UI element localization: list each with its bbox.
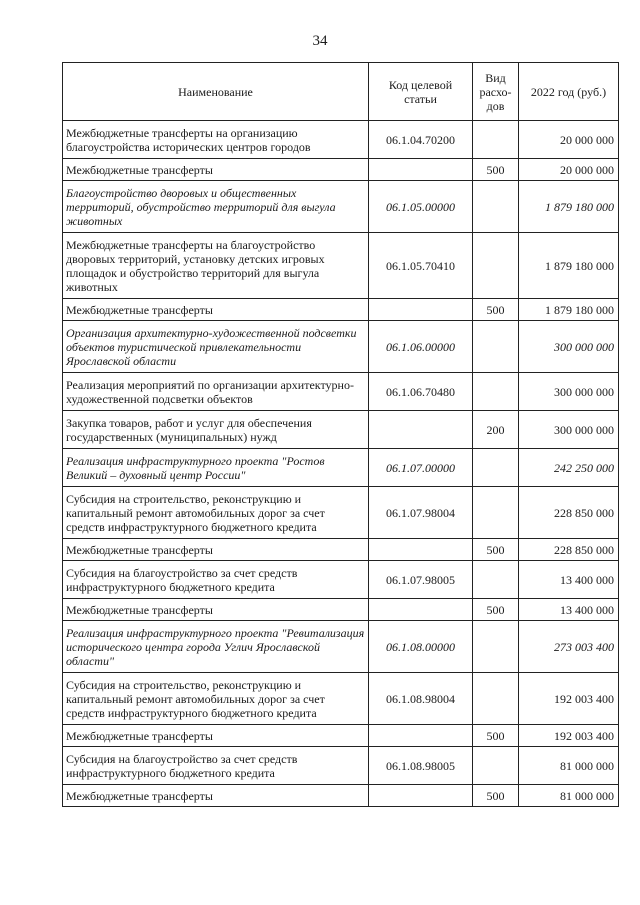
- row-amount: 1 879 180 000: [519, 233, 619, 299]
- row-code: [369, 785, 473, 807]
- table-row: [63, 121, 619, 159]
- row-name: Субсидия на строительство, реконструкцию и капитальный ремонт автомобильных дорог за счет средств инфраструктурного бюджетного кредита: [63, 487, 369, 539]
- row-expense-type: [473, 181, 519, 233]
- table-row: [63, 373, 619, 411]
- row-expense-type: 500: [473, 539, 519, 561]
- row-expense-type: 500: [473, 785, 519, 807]
- row-amount: 13 400 000: [519, 561, 619, 599]
- row-code: [369, 159, 473, 181]
- row-code: 06.1.05.00000: [369, 181, 473, 233]
- page-number: 34: [312, 33, 328, 49]
- row-expense-type: [473, 121, 519, 159]
- row-expense-type: [473, 747, 519, 785]
- table-row: [63, 233, 619, 299]
- row-name: Межбюджетные трансферты: [63, 599, 369, 621]
- row-code: 06.1.04.70200: [369, 121, 473, 159]
- row-amount: 273 003 400: [519, 621, 619, 673]
- row-code: 06.1.08.98005: [369, 747, 473, 785]
- table-row: [63, 673, 619, 725]
- row-name: Межбюджетные трансферты: [63, 725, 369, 747]
- row-expense-type: 500: [473, 725, 519, 747]
- row-amount: 192 003 400: [519, 725, 619, 747]
- row-expense-type: [473, 233, 519, 299]
- row-name: Межбюджетные трансферты: [63, 299, 369, 321]
- row-name: Субсидия на благоустройство за счет средств инфраструктурного бюджетного кредита: [63, 561, 369, 599]
- row-amount: 242 250 000: [519, 449, 619, 487]
- table-row: [63, 159, 619, 181]
- row-expense-type: [473, 621, 519, 673]
- header-name: Наименование: [63, 63, 369, 121]
- row-expense-type: [473, 561, 519, 599]
- row-name: Межбюджетные трансферты на организацию благоустройства исторических центров городов: [63, 121, 369, 159]
- table-row: [63, 785, 619, 807]
- table-row: [63, 561, 619, 599]
- row-amount: 13 400 000: [519, 599, 619, 621]
- row-amount: 300 000 000: [519, 373, 619, 411]
- table-row: [63, 487, 619, 539]
- row-name: Реализация мероприятий по организации архитектурно-художественной подсветки объектов: [63, 373, 369, 411]
- row-name: Субсидия на строительство, реконструкцию и капитальный ремонт автомобильных дорог за счет средств инфраструктурного бюджетного кредита: [63, 673, 369, 725]
- table-row: [63, 725, 619, 747]
- table-header-row: [63, 63, 619, 121]
- row-amount: 228 850 000: [519, 539, 619, 561]
- row-name: Закупка товаров, работ и услуг для обеспечения государственных (муниципальных) нужд: [63, 411, 369, 449]
- row-code: 06.1.06.00000: [369, 321, 473, 373]
- row-code: 06.1.05.70410: [369, 233, 473, 299]
- row-code: 06.1.08.00000: [369, 621, 473, 673]
- row-amount: 81 000 000: [519, 785, 619, 807]
- row-code: [369, 599, 473, 621]
- row-code: [369, 411, 473, 449]
- row-name: Межбюджетные трансферты: [63, 159, 369, 181]
- row-name: Субсидия на благоустройство за счет средств инфраструктурного бюджетного кредита: [63, 747, 369, 785]
- row-expense-type: [473, 373, 519, 411]
- row-name: Межбюджетные трансферты: [63, 785, 369, 807]
- table-row: [63, 599, 619, 621]
- row-code: 06.1.06.70480: [369, 373, 473, 411]
- row-expense-type: 500: [473, 299, 519, 321]
- row-expense-type: [473, 487, 519, 539]
- row-expense-type: 500: [473, 599, 519, 621]
- row-amount: 20 000 000: [519, 159, 619, 181]
- header-expense-type: Вид расхо- дов: [473, 63, 519, 121]
- row-code: 06.1.08.98004: [369, 673, 473, 725]
- row-amount: 228 850 000: [519, 487, 619, 539]
- row-code: 06.1.07.98004: [369, 487, 473, 539]
- row-name: Реализация инфраструктурного проекта "Ростов Великий – духовный центр России": [63, 449, 369, 487]
- row-expense-type: [473, 673, 519, 725]
- header-code: Код целевой статьи: [369, 63, 473, 121]
- row-name: Благоустройство дворовых и общественных территорий, обустройство территорий для выгула животных: [63, 181, 369, 233]
- row-code: [369, 539, 473, 561]
- row-code: 06.1.07.98005: [369, 561, 473, 599]
- row-expense-type: 500: [473, 159, 519, 181]
- row-name: Межбюджетные трансферты на благоустройство дворовых территорий, установку детских игровых площадок и обустройство территорий для выгула животных: [63, 233, 369, 299]
- row-amount: 81 000 000: [519, 747, 619, 785]
- row-name: Реализация инфраструктурного проекта "Ревитализация исторического центра города Углич Ярославской области": [63, 621, 369, 673]
- table-row: [63, 621, 619, 673]
- row-amount: 300 000 000: [519, 411, 619, 449]
- header-amount: 2022 год (руб.): [519, 63, 619, 121]
- budget-table: [62, 62, 619, 807]
- row-expense-type: 200: [473, 411, 519, 449]
- table-row: [63, 299, 619, 321]
- row-code: [369, 299, 473, 321]
- row-name: Организация архитектурно-художественной подсветки объектов туристической привлекательности Ярославской области: [63, 321, 369, 373]
- row-amount: 1 879 180 000: [519, 299, 619, 321]
- table-row: [63, 747, 619, 785]
- table-row: [63, 539, 619, 561]
- row-amount: 300 000 000: [519, 321, 619, 373]
- row-expense-type: [473, 321, 519, 373]
- row-name: Межбюджетные трансферты: [63, 539, 369, 561]
- row-code: 06.1.07.00000: [369, 449, 473, 487]
- row-expense-type: [473, 449, 519, 487]
- table-row: [63, 449, 619, 487]
- table-row: [63, 411, 619, 449]
- table-row: [63, 181, 619, 233]
- table-row: [63, 321, 619, 373]
- row-amount: 1 879 180 000: [519, 181, 619, 233]
- row-code: [369, 725, 473, 747]
- row-amount: 20 000 000: [519, 121, 619, 159]
- row-amount: 192 003 400: [519, 673, 619, 725]
